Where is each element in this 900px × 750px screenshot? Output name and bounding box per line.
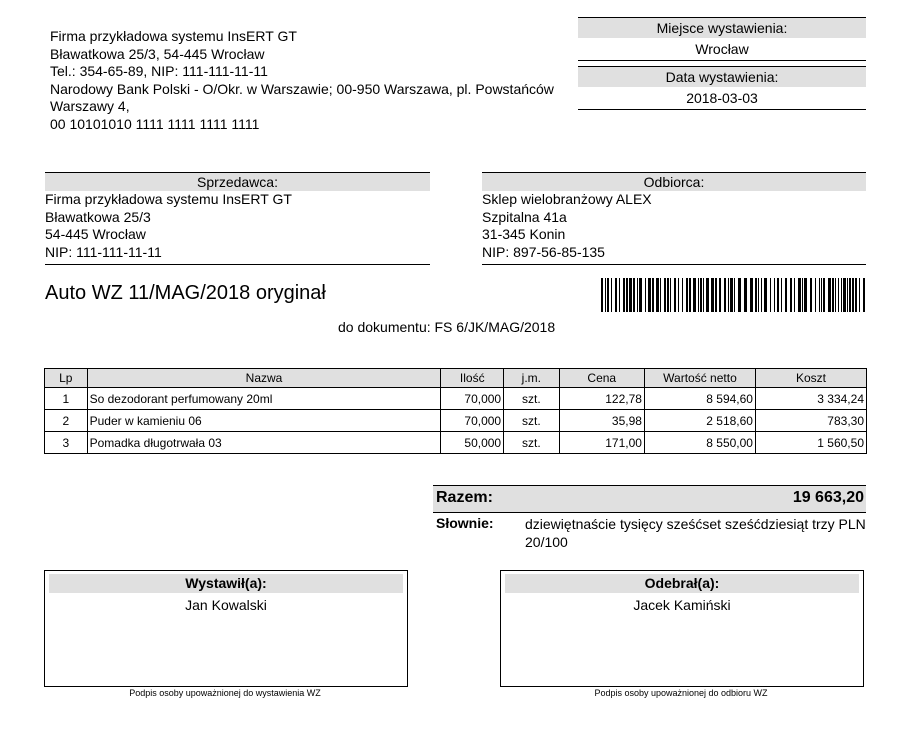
place-box xyxy=(578,17,866,61)
total-value: 19 663,20 xyxy=(792,489,864,506)
row-nazwa: So dezodorant perfumowany 20ml xyxy=(87,388,441,410)
row-cena: 122,78 xyxy=(559,388,644,410)
document-reference: do dokumentu: FS 6/JK/MAG/2018 xyxy=(338,319,556,335)
recipient-city: 31-345 Konin xyxy=(482,226,566,242)
col-ilosc: Ilość xyxy=(441,369,504,388)
row-koszt: 783,30 xyxy=(755,410,866,432)
col-koszt: Koszt xyxy=(755,369,866,388)
date-value: 2018-03-03 xyxy=(578,87,866,110)
items-table xyxy=(44,368,867,454)
col-cena: Cena xyxy=(559,369,644,388)
recipient-label: Odbiorca: xyxy=(482,173,866,191)
total-bar xyxy=(433,485,866,513)
col-jm: j.m. xyxy=(504,369,560,388)
recipient-box xyxy=(482,172,866,265)
row-ilosc: 70,000 xyxy=(441,410,504,432)
recipient-nip: NIP: 897-56-85-135 xyxy=(482,243,605,260)
items-header-row xyxy=(45,369,867,388)
company-contact: Tel.: 354-65-89, NIP: 111-111-11-11 xyxy=(50,63,268,79)
date-label: Data wystawienia: xyxy=(578,67,866,87)
row-wartosc: 2 518,60 xyxy=(644,410,755,432)
row-lp: 1 xyxy=(45,388,88,410)
company-bank: Narodowy Bank Polski - O/Okr. w Warszawie; 00-950 Warszawa, pl. Powstańców xyxy=(50,80,554,97)
receiver-caption: Podpis osoby upoważnionej do odbioru WZ xyxy=(594,688,768,698)
seller-label: Sprzedawca: xyxy=(45,173,430,191)
company-account: 00 10101010 1111 1111 1111 1111 xyxy=(50,115,260,132)
table-row xyxy=(45,388,867,410)
company-header xyxy=(50,28,566,133)
place-label: Miejsce wystawienia: xyxy=(578,18,866,38)
in-words-label: Słownie: xyxy=(436,515,494,531)
place-value: Wrocław xyxy=(578,38,866,61)
row-jm: szt. xyxy=(504,410,560,432)
seller-name: Firma przykładowa systemu InsERT GT xyxy=(45,191,292,207)
row-ilosc: 70,000 xyxy=(441,388,504,410)
seller-city: 54-445 Wrocław xyxy=(45,226,146,242)
date-box xyxy=(578,66,866,110)
company-address: Bławatkowa 25/3, 54-445 Wrocław xyxy=(50,45,265,62)
recipient-street: Szpitalna 41a xyxy=(482,208,567,225)
row-wartosc: 8 550,00 xyxy=(644,432,755,454)
seller-box xyxy=(45,172,430,265)
row-wartosc: 8 594,60 xyxy=(644,388,755,410)
row-lp: 2 xyxy=(45,410,88,432)
issuer-label: Wystawił(a): xyxy=(49,574,403,593)
company-name: Firma przykładowa systemu InsERT GT xyxy=(50,28,297,44)
row-nazwa: Puder w kamieniu 06 xyxy=(87,410,441,432)
row-cena: 171,00 xyxy=(559,432,644,454)
row-lp: 3 xyxy=(45,432,88,454)
col-nazwa: Nazwa xyxy=(87,369,441,388)
row-jm: szt. xyxy=(504,388,560,410)
table-row xyxy=(45,410,867,432)
issuer-caption: Podpis osoby upoważnionej do wystawienia WZ xyxy=(129,688,321,698)
recipient-name: Sklep wielobranżowy ALEX xyxy=(482,191,652,207)
col-lp: Lp xyxy=(45,369,88,388)
barcode-image xyxy=(601,278,865,312)
receiver-label: Odebrał(a): xyxy=(505,574,859,593)
issuer-name: Jan Kowalski xyxy=(185,597,267,613)
document-title: Auto WZ 11/MAG/2018 oryginał xyxy=(45,282,326,304)
row-nazwa: Pomadka długotrwała 03 xyxy=(87,432,441,454)
issuer-signature-box xyxy=(44,570,408,687)
row-ilosc: 50,000 xyxy=(441,432,504,454)
seller-nip: NIP: 111-111-11-11 xyxy=(45,243,162,260)
seller-street: Bławatkowa 25/3 xyxy=(45,208,151,225)
row-koszt: 3 334,24 xyxy=(755,388,866,410)
receiver-signature-box xyxy=(500,570,864,687)
in-words-value: dziewiętnaście tysięcy sześćset sześćdziesiąt trzy PLN 20/100 xyxy=(525,516,866,550)
col-wartosc: Wartość netto xyxy=(644,369,755,388)
row-cena: 35,98 xyxy=(559,410,644,432)
total-label: Razem: xyxy=(436,489,493,506)
row-jm: szt. xyxy=(504,432,560,454)
receiver-name: Jacek Kamiński xyxy=(633,597,731,613)
table-row xyxy=(45,432,867,454)
row-koszt: 1 560,50 xyxy=(755,432,866,454)
company-bank-cont: Warszawy 4, xyxy=(50,98,130,114)
